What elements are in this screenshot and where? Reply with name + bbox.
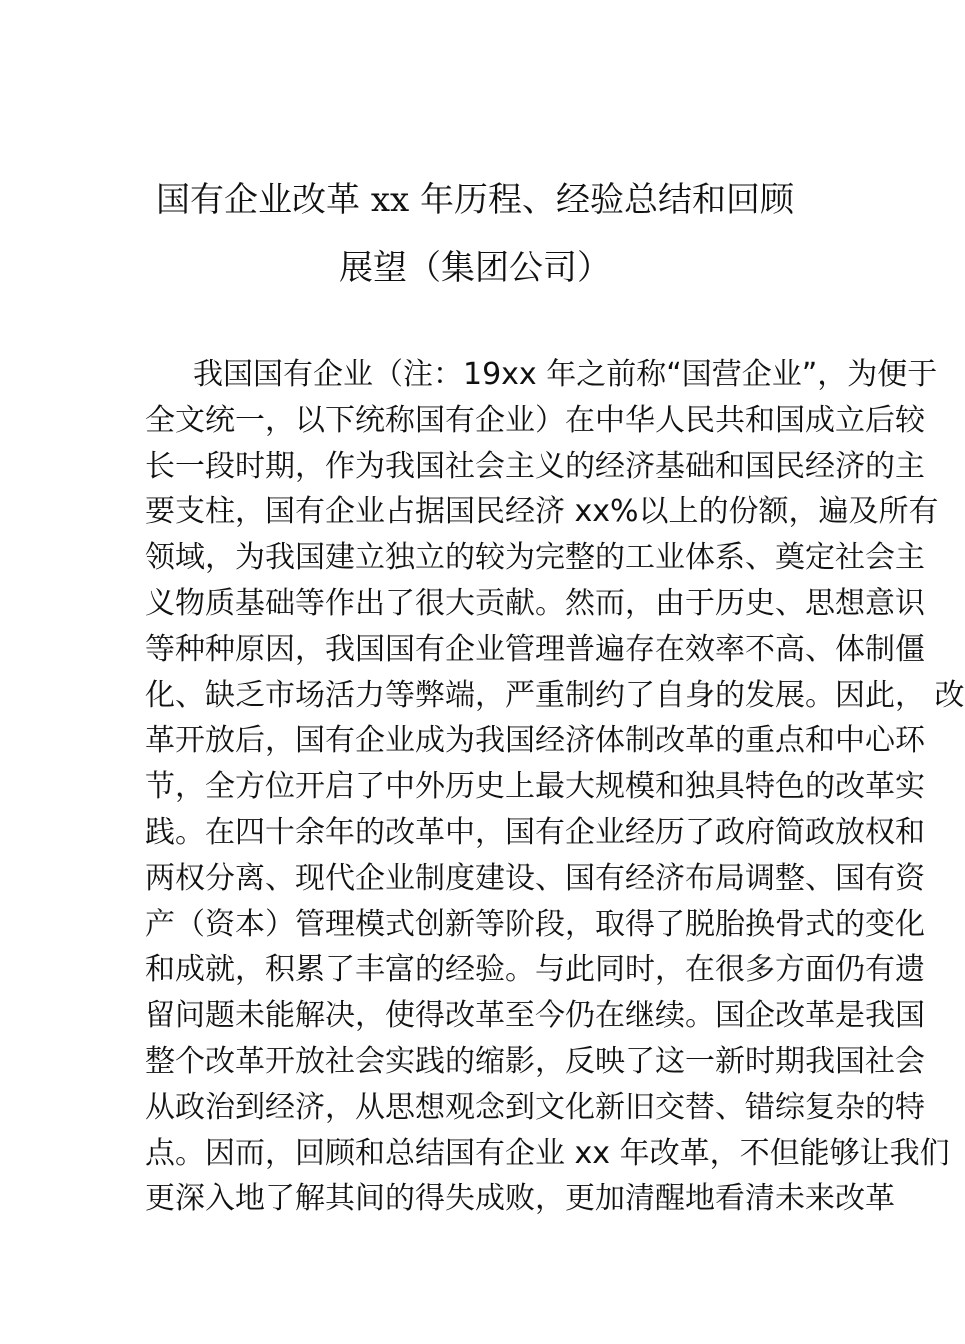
paragraph-line: 全文统一，以下统称国有企业）在中华人民共和国成立后较 xyxy=(145,402,925,438)
title-line-2: 展望（集团公司） xyxy=(339,248,611,288)
paragraph-line: 留问题未能解决，使得改革至今仍在继续。国企改革是我国 xyxy=(145,998,925,1034)
paragraph-line: 等种种原因，我国国有企业管理普遍存在效率不高、体制僵 xyxy=(145,631,925,667)
title-line-1: 国有企业改革 xx 年历程、经验总结和回顾 xyxy=(156,180,794,220)
paragraph-line: 和成就，积累了丰富的经验。与此同时，在很多方面仍有遗 xyxy=(145,952,925,988)
paragraph-line: 整个改革开放社会实践的缩影，反映了这一新时期我国社会 xyxy=(145,1043,925,1079)
paragraph-line: 革开放后，国有企业成为我国经济体制改革的重点和中心环 xyxy=(145,723,925,759)
paragraph-line: 领域，为我国建立独立的较为完整的工业体系、奠定社会主 xyxy=(145,540,925,576)
paragraph-line: 要支柱，国有企业占据国民经济 xx%以上的份额，遍及所有 xyxy=(145,494,939,530)
paragraph-line: 我国国有企业（注：19xx 年之前称“国营企业”，为便于 xyxy=(193,357,938,392)
paragraph-line: 两权分离、现代企业制度建设、国有经济布局调整、国有资 xyxy=(145,860,925,896)
paragraph-line: 义物质基础等作出了很大贡献。然而，由于历史、思想意识 xyxy=(145,585,925,621)
document-title xyxy=(0,166,950,302)
paragraph-line: 点。因而，回顾和总结国有企业 xx 年改革，不但能够让我们 xyxy=(145,1135,950,1171)
paragraph-line: 践。在四十余年的改革中，国有企业经历了政府简政放权和 xyxy=(145,814,925,850)
paragraph-line: 从政治到经济，从思想观念到文化新旧交替、错综复杂的特 xyxy=(145,1089,925,1125)
paragraph-line: 化、缺乏市场活力等弊端，严重制约了自身的发展。因此， 改 xyxy=(145,677,965,713)
body-paragraph xyxy=(145,352,965,1222)
paragraph-line: 产（资本）管理模式创新等阶段，取得了脱胎换骨式的变化 xyxy=(145,906,925,942)
paragraph-line: 节，全方位开启了中外历史上最大规模和独具特色的改革实 xyxy=(145,769,925,805)
paragraph-line: 长一段时期，作为我国社会主义的经济基础和国民经济的主 xyxy=(145,448,925,484)
paragraph-line: 更深入地了解其间的得失成败，更加清醒地看清未来改革 xyxy=(145,1181,895,1217)
